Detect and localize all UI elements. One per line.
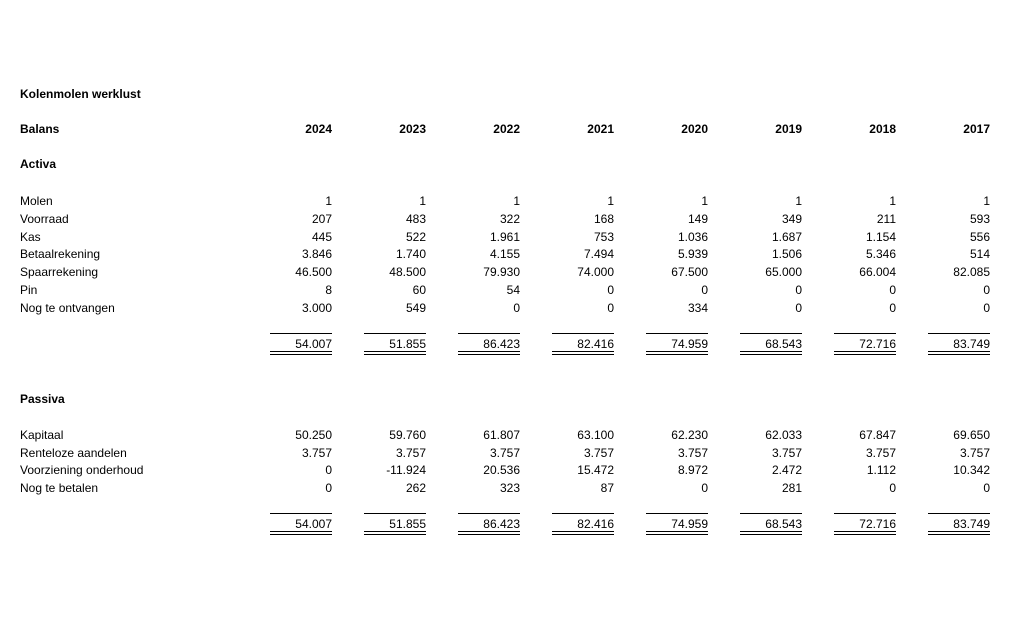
passiva-total-rule [928,513,990,514]
year-header: 2018 [869,122,896,136]
activa-cell: 1 [513,194,520,208]
passiva-cell: 3.757 [301,446,332,460]
activa-cell: 483 [405,212,426,226]
passiva-total: 54.007 [295,517,332,531]
activa-cell: 593 [969,212,990,226]
activa-total-rule [740,333,802,334]
passiva-cell: 61.807 [483,428,520,442]
activa-cell: 7.494 [583,247,614,261]
activa-total-double-rule [364,351,426,355]
activa-total-double-rule [834,351,896,355]
passiva-cell: 1.112 [866,463,896,477]
passiva-cell: 63.100 [577,428,614,442]
activa-cell: 1 [325,194,332,208]
activa-cell: 1.961 [489,230,520,244]
passiva-total-double-rule [552,531,614,535]
activa-total-double-rule [928,351,990,355]
activa-heading: Activa [20,157,57,171]
activa-cell: 74.000 [577,265,614,279]
passiva-cell: 262 [405,481,426,495]
activa-cell: 60 [412,283,426,297]
balance-heading: Balans [20,122,60,136]
activa-cell: 207 [311,212,332,226]
activa-cell: 334 [687,301,708,315]
passiva-total: 68.543 [765,517,802,531]
activa-cell: 1 [701,194,708,208]
activa-row-label: Spaarrekening [20,265,99,279]
passiva-cell: 281 [781,481,802,495]
activa-cell: 322 [499,212,520,226]
passiva-total-rule [834,513,896,514]
activa-total: 51.855 [389,337,426,351]
passiva-total: 72.716 [859,517,896,531]
activa-cell: 522 [405,230,426,244]
activa-cell: 1.740 [395,247,426,261]
passiva-cell: 59.760 [389,428,426,442]
activa-cell: 0 [889,301,896,315]
passiva-row-label: Renteloze aandelen [20,446,127,460]
passiva-cell: 10.342 [953,463,990,477]
activa-total-double-rule [552,351,614,355]
activa-cell: 1.506 [771,247,802,261]
passiva-cell: 3.757 [677,446,708,460]
passiva-cell: 0 [889,481,896,495]
passiva-total-double-rule [928,531,990,535]
activa-row-label: Molen [20,194,53,208]
year-header: 2019 [775,122,802,136]
passiva-total: 74.959 [671,517,708,531]
activa-cell: 0 [889,283,896,297]
passiva-total-double-rule [646,531,708,535]
passiva-cell: 3.757 [395,446,426,460]
activa-cell: 149 [687,212,708,226]
passiva-total-double-rule [458,531,520,535]
activa-total-rule [646,333,708,334]
passiva-row-label: Voorziening onderhoud [20,463,144,477]
activa-total-rule [364,333,426,334]
year-header: 2022 [493,122,520,136]
activa-cell: 79.930 [483,265,520,279]
passiva-cell: 62.230 [671,428,708,442]
activa-total-rule [270,333,332,334]
activa-cell: 549 [405,301,426,315]
passiva-cell: 8.972 [677,463,708,477]
activa-cell: 1 [607,194,614,208]
activa-total-double-rule [646,351,708,355]
activa-cell: 54 [506,283,520,297]
passiva-total-rule [458,513,520,514]
activa-cell: 0 [983,301,990,315]
passiva-total: 82.416 [577,517,614,531]
passiva-total: 83.749 [953,517,990,531]
passiva-total-rule [552,513,614,514]
activa-cell: 556 [969,230,990,244]
activa-cell: 211 [876,212,896,226]
activa-total: 54.007 [295,337,332,351]
passiva-total-rule [270,513,332,514]
passiva-cell: 0 [325,463,332,477]
year-header: 2017 [963,122,990,136]
passiva-cell: 62.033 [765,428,802,442]
activa-cell: 445 [311,230,332,244]
activa-cell: 1.036 [677,230,708,244]
activa-cell: 1.687 [771,230,802,244]
activa-cell: 0 [701,283,708,297]
activa-row-label: Nog te ontvangen [20,301,115,315]
activa-cell: 0 [513,301,520,315]
activa-cell: 1 [889,194,896,208]
passiva-cell: 0 [325,481,332,495]
activa-cell: 1 [983,194,990,208]
activa-cell: 48.500 [389,265,426,279]
passiva-cell: 50.250 [295,428,332,442]
activa-cell: 1 [419,194,426,208]
activa-cell: 67.500 [671,265,708,279]
passiva-cell: 3.757 [583,446,614,460]
activa-total: 74.959 [671,337,708,351]
activa-total: 86.423 [483,337,520,351]
passiva-cell: 69.650 [953,428,990,442]
passiva-cell: 87 [600,481,614,495]
activa-cell: 66.004 [859,265,896,279]
activa-cell: 1 [795,194,802,208]
passiva-cell: 3.757 [865,446,896,460]
passiva-row-label: Kapitaal [20,428,64,442]
activa-total-double-rule [270,351,332,355]
passiva-heading: Passiva [20,392,65,406]
passiva-cell: 15.472 [577,463,614,477]
passiva-total: 51.855 [389,517,426,531]
activa-row-label: Pin [20,283,38,297]
passiva-total: 86.423 [483,517,520,531]
passiva-cell: 3.757 [489,446,520,460]
activa-cell: 0 [607,283,614,297]
activa-row-label: Voorraad [20,212,69,226]
passiva-cell: 20.536 [483,463,520,477]
activa-cell: 0 [795,283,802,297]
activa-cell: 65.000 [765,265,802,279]
passiva-cell: 67.847 [859,428,896,442]
activa-total: 68.543 [765,337,802,351]
activa-row-label: Kas [20,230,41,244]
activa-row-label: Betaalrekening [20,247,101,261]
activa-cell: 349 [781,212,802,226]
passiva-total-double-rule [270,531,332,535]
passiva-cell: -11.924 [386,463,426,477]
activa-total-rule [928,333,990,334]
activa-cell: 0 [983,283,990,297]
activa-total-double-rule [740,351,802,355]
activa-cell: 514 [969,247,990,261]
activa-cell: 5.346 [865,247,896,261]
activa-cell: 168 [593,212,614,226]
passiva-total-rule [364,513,426,514]
activa-cell: 5.939 [677,247,708,261]
year-header: 2020 [681,122,708,136]
activa-total-rule [552,333,614,334]
passiva-total-double-rule [834,531,896,535]
document-title: Kolenmolen werklust [20,87,141,101]
activa-total-rule [458,333,520,334]
year-header: 2024 [305,122,332,136]
activa-cell: 82.085 [953,265,990,279]
activa-total: 83.749 [953,337,990,351]
passiva-cell: 2.472 [771,463,802,477]
passiva-total-double-rule [364,531,426,535]
activa-total: 72.716 [859,337,896,351]
passiva-cell: 323 [499,481,520,495]
activa-cell: 3.000 [301,301,332,315]
activa-total: 82.416 [577,337,614,351]
activa-total-rule [834,333,896,334]
passiva-cell: 3.757 [959,446,990,460]
passiva-total-rule [646,513,708,514]
passiva-cell: 0 [701,481,708,495]
activa-cell: 1.154 [865,230,896,244]
activa-cell: 46.500 [295,265,332,279]
year-header: 2023 [399,122,426,136]
activa-cell: 0 [607,301,614,315]
passiva-total-rule [740,513,802,514]
activa-cell: 0 [795,301,802,315]
passiva-cell: 0 [983,481,990,495]
passiva-cell: 3.757 [771,446,802,460]
activa-cell: 753 [593,230,614,244]
activa-total-double-rule [458,351,520,355]
activa-cell: 8 [325,283,332,297]
passiva-row-label: Nog te betalen [20,481,99,495]
activa-cell: 3.846 [301,247,332,261]
year-header: 2021 [587,122,614,136]
activa-cell: 4.155 [489,247,520,261]
passiva-total-double-rule [740,531,802,535]
